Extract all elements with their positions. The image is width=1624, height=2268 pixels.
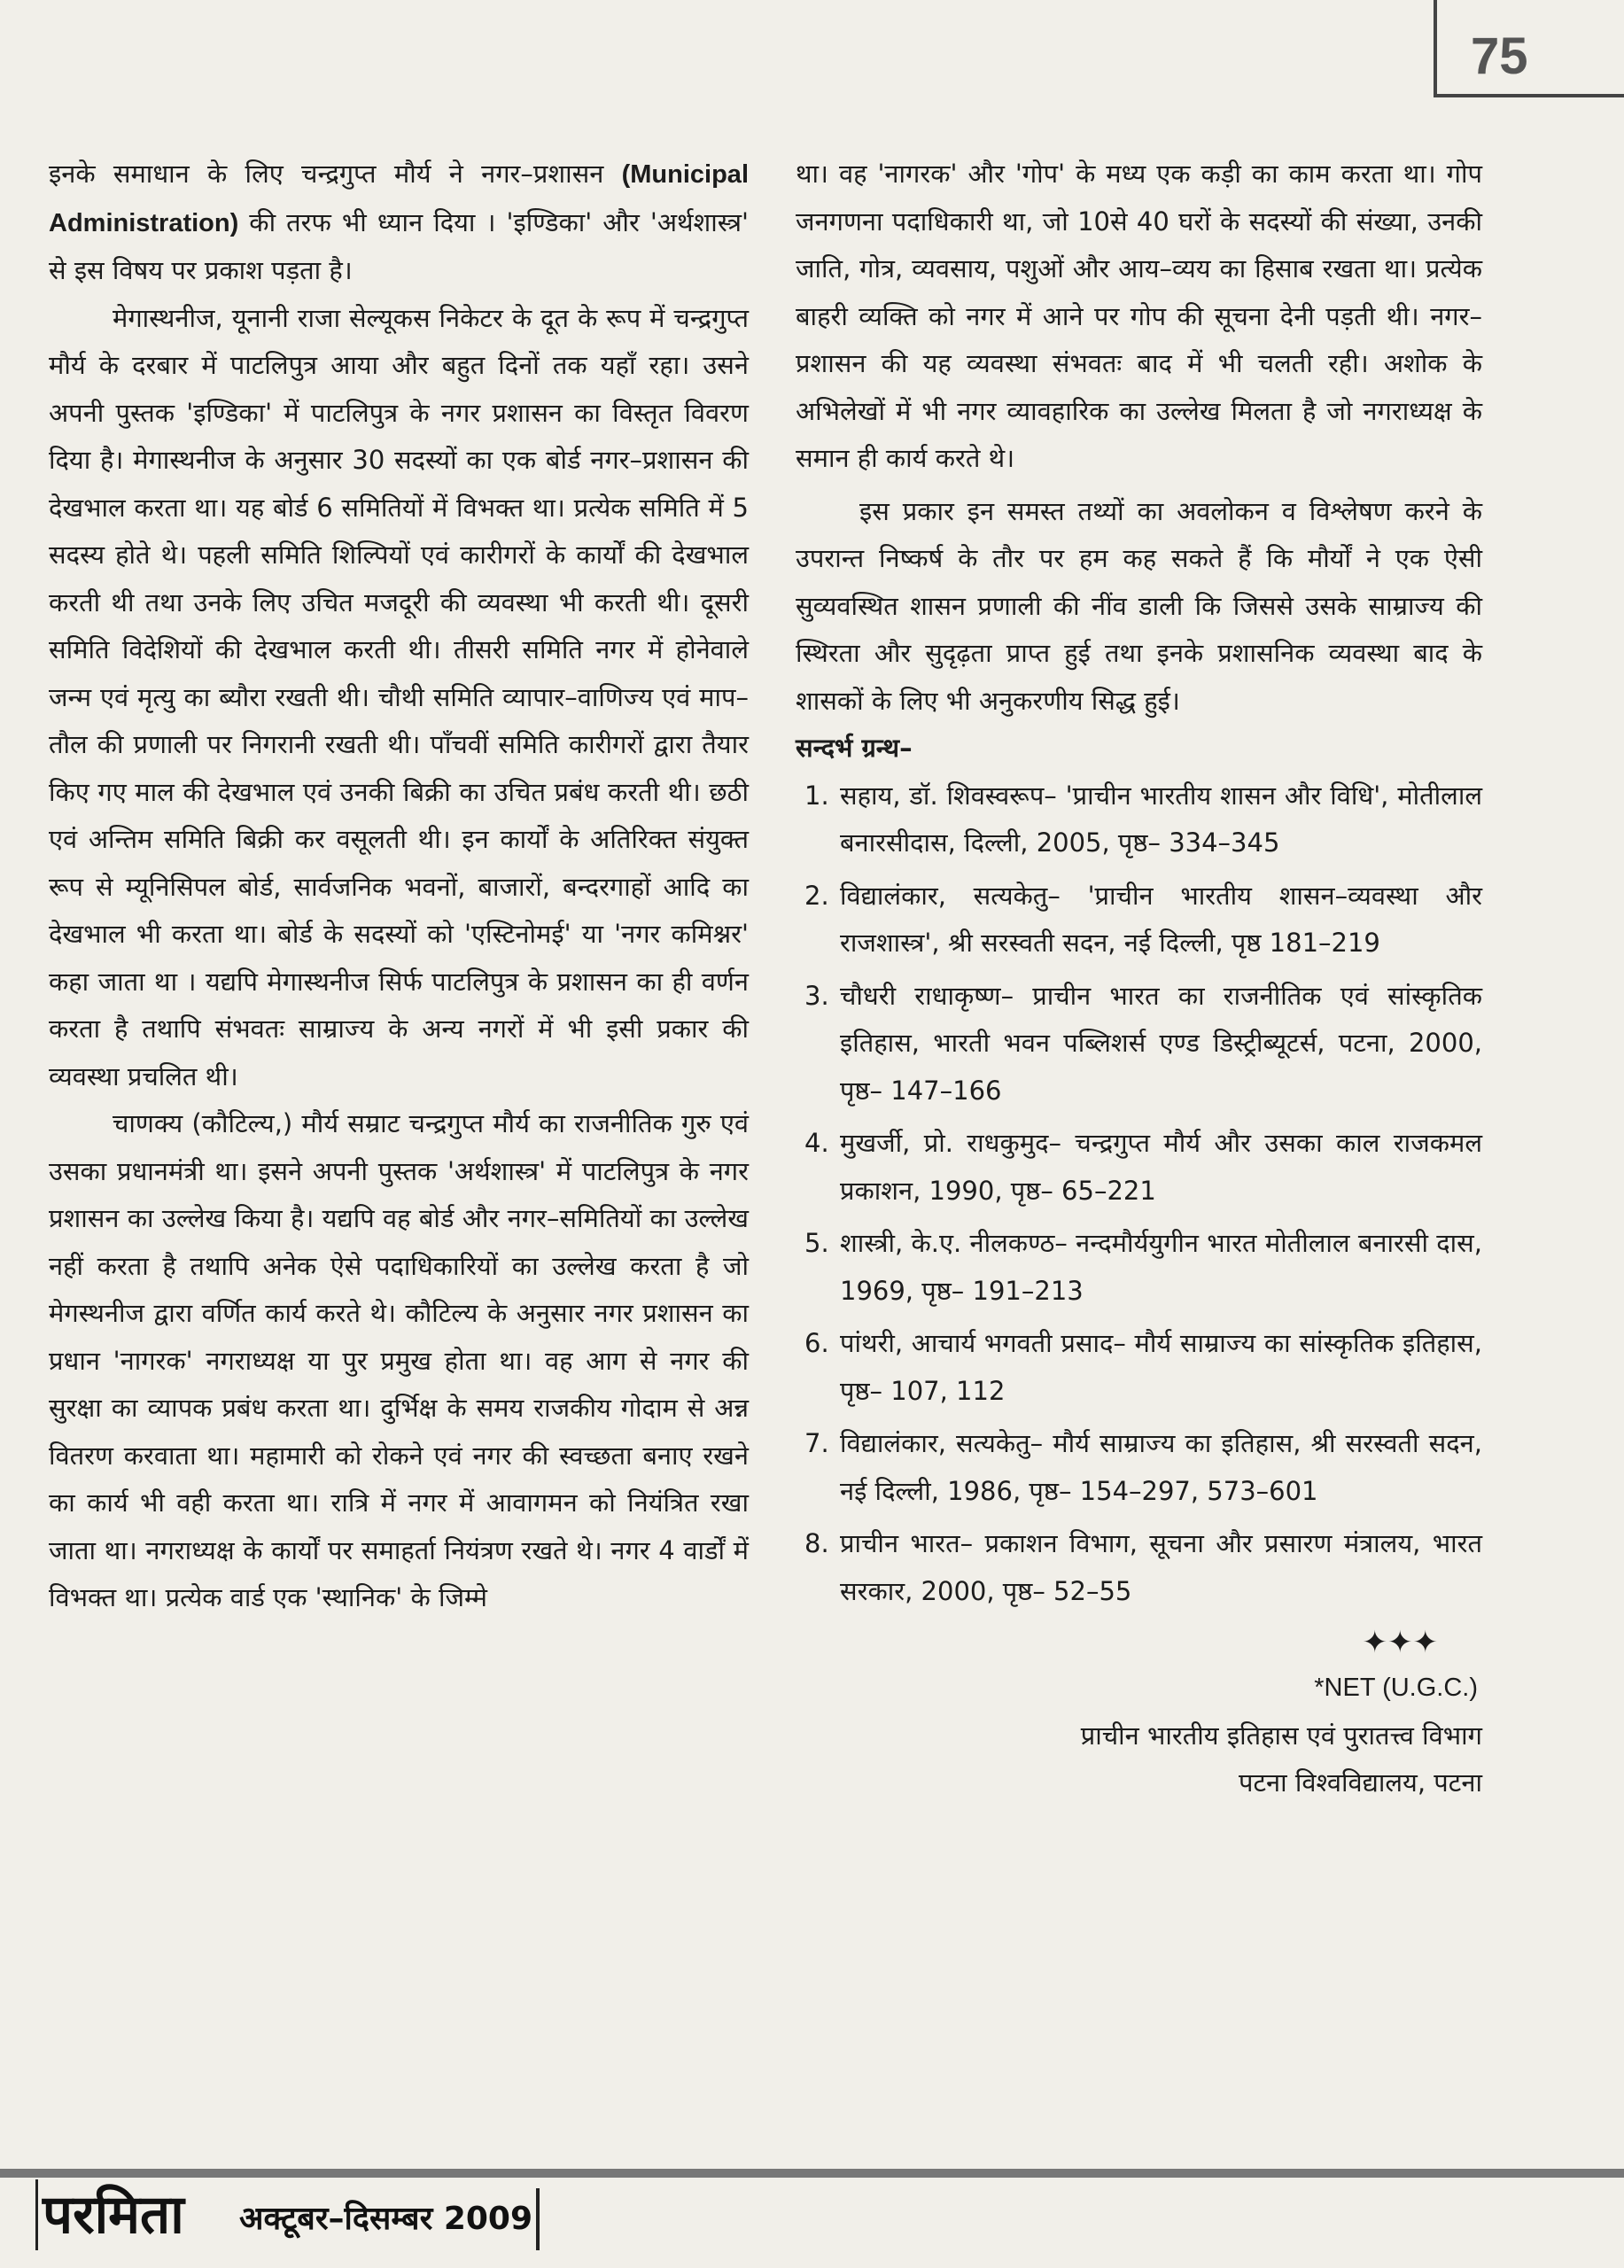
paragraph-chanakya: चाणक्य (कौटिल्य,) मौर्य सम्राट चन्द्रगुप्त मौर्य का राजनीतिक गुरु एवं उसका प्रधानमंत्री था। इसने अपनी पुस्तक 'अर्थशास्त्र' में पाटलिपुत्र के नगर प्रशासन का उल्लेख किया है। यद्यपि वह बोर्ड और नगर–समितियों का उल्लेख नहीं करता है तथापि अनेक ऐसे पदाधिकारियों का उल्लेख करता है जो मेगस्थनीज द्वारा वर्णित कार्य करते थे। कौटिल्य के अनुसार नगर प्रशासन का प्रधान 'नागरक' नगराध्यक्ष या पुर प्रमुख होता था। वह आग से नगर की सुरक्षा का व्यापक प्रबंध करता था। दुर्भिक्ष के समय राजकीय गोदाम से अन्न वितरण करवाता था। महामारी को रोकने एवं नगर की स्वच्छता बनाए रखने का कार्य भी वही करता था। रात्रि में नगर में आवागमन को नियंत्रित रखा जाता था। नगराध्यक्ष के कार्यों पर समाहर्ता नियंत्रण रखते थे। नगर 4 वार्डों में विभक्त था। प्रत्येक वार्ड एक 'स्थानिक' के जिम्मे [49,1108,749,1612]
page-number-underline [1434,94,1624,97]
reference-item [796,973,1482,1115]
reference-item [796,1120,1482,1215]
author-note: *NET (U.G.C.) [1314,1674,1478,1702]
reference-text: विद्यालंकार, सत्यकेतु– 'प्राचीन भारतीय शासन–व्यवस्था और राजशास्त्र', श्री सरस्वती सदन, नई दिल्ली, पृष्ठ 181–219 [840,880,1482,958]
page-number-divider [1434,0,1437,97]
reference-text: विद्यालंकार, सत्यकेतु– मौर्य साम्राज्य का इतिहास, श्री सरस्वती सदन, नई दिल्ली, 1986, पृष्ठ– 154–297, 573–601 [840,1428,1482,1506]
paragraph-megasthenes: मेगास्थनीज, यूनानी राजा सेल्यूकस निकेटर के दूत के रूप में चन्द्रगुप्त मौर्य के दरबार में पाटलिपुत्र आया और बहुत दिनों तक यहाँ रहा। उसने अपनी पुस्तक 'इण्डिका' में पाटलिपुत्र के नगर प्रशासन का विस्तृत विवरण दिया है। मेगास्थनीज के अनुसार 30 सदस्यों का एक बोर्ड नगर–प्रशासन की देखभाल करता था। यह बोर्ड 6 समितियों में विभक्त था। प्रत्येक समिति में 5 सदस्य होते थे। पहली समिति शिल्पियों एवं कारीगरों के कार्यों की देखभाल करती थी तथा उनके लिए उचित मजदूरी की व्यवस्था भी करती थी। दूसरी समिति विदेशियों की देखभाल करती थी। तीसरी समिति नगर में होनेवाले जन्म एवं मृत्यु का ब्यौरा रखती थी। चौथी समिति व्यापार–वाणिज्य एवं माप–तौल की प्रणाली पर निगरानी रखती थी। पाँचवीं समिति कारीगरों द्वारा तैयार किए गए माल की देखभाल एवं उनकी बिक्री का उचित प्रबंध करती थी। छठी एवं अन्तिम समिति बिक्री कर वसूलती थी। इन कार्यों के अतिरिक्त संयुक्त रूप से म्यूनिसिपल बोर्ड, सार्वजनिक भवनों, बाजारों, बन्दरगाहों आदि का देखभाल भी करता था। बोर्ड के सदस्यों को 'एस्टिनोमई' या 'नगर कमिश्नर' कहा जाता था । यद्यपि मेगास्थनीज सिर्फ पाटलिपुत्र के प्रशासन का ही वर्णन करता है तथापि संभवतः साम्राज्य के अन्य नगरों में भी इसी प्रकार की व्यवस्था प्रचलित थी। [49,302,749,1091]
reference-number: 1. [804,780,829,811]
right-column [796,151,1482,1807]
references-list [796,773,1482,1616]
footer-left-rule [35,2179,38,2250]
reference-item [796,773,1482,867]
paragraph-municipal-admin [49,151,749,295]
department-line: प्राचीन भारतीय इतिहास एवं पुरातत्त्व विभाग [1080,1720,1482,1751]
english-term: (Municipal Administration) [49,160,749,237]
reference-text: चौधरी राधाकृष्ण– प्राचीन भारत का राजनीतिक एवं सांस्कृतिक इतिहास, भारती भवन पब्लिशर्स एण्ड डिस्ट्रीब्यूटर्स, पटना, 2000, पृष्ठ– 147–166 [840,980,1482,1106]
reference-text: सहाय, डॉ. शिवस्वरूप– 'प्राचीन भारतीय शासन और विधि', मोतीलाल बनारसीदास, दिल्ली, 2005, पृष्ठ– 334–345 [840,780,1482,858]
reference-number: 4. [804,1128,829,1158]
references-heading: सन्दर्भ ग्रन्थ– [796,733,913,763]
paragraph-gop: था। वह 'नागरक' और 'गोप' के मध्य एक कड़ी का काम करता था। गोप जनगणना पदाधिकारी था, जो 10से 40 घरों के सदस्यों की संख्या, उनकी जाति, गोत्र, व्यवसाय, पशुओं और आय–व्यय का हिसाब रखता था। प्रत्येक बाहरी व्यक्ति को नगर में आने पर गोप की सूचना देनी पड़ती थी। नगर–प्रशासन की यह व्यवस्था संभवतः बाद में भी चलती रही। अशोक के अभिलेखों में भी नगर व्यावहारिक का उल्लेख मिलता है जो नगराध्यक्ष के समान ही कार्य करते थे। [796,159,1482,473]
reference-item [796,1520,1482,1615]
university-line: पटना विश्वविद्यालय, पटना [1238,1767,1482,1798]
reference-item [796,1220,1482,1315]
paragraph-conclusion: इस प्रकार इन समस्त तथ्यों का अवलोकन व विश्लेषण करने के उपरान्त निष्कर्ष के तौर पर हम कह सकते हैं कि मौर्यों ने एक ऐसी सुव्यवस्थित शासन प्रणाली की नींव डाली कि जिससे उसके साम्राज्य की स्थिरता और सुदृढ़ता प्राप्त हुई तथा इनके प्रशासनिक व्यवस्था बाद के शासकों के लिए भी अनुकरणीय सिद्ध हुई। [796,495,1482,716]
reference-number: 2. [804,880,829,911]
footer-bar [0,2169,1624,2178]
issue-date: अक्टूबर–दिसम्बर 2009 [239,2201,533,2237]
reference-number: 6. [804,1328,829,1358]
reference-item [796,1320,1482,1415]
reference-number: 8. [804,1528,829,1558]
reference-text: मुखर्जी, प्रो. राधकुमुद– चन्द्रगुप्त मौर्य और उसका काल राजकमल प्रकाशन, 1990, पृष्ठ– 65–221 [840,1128,1482,1206]
reference-text: प्राचीन भारत– प्रकाशन विभाग, सूचना और प्रसारण मंत्रालय, भारत सरकार, 2000, पृष्ठ– 52–55 [840,1528,1482,1606]
page-number: 75 [1471,27,1528,85]
reference-item [796,1420,1482,1515]
reference-number: 5. [804,1228,829,1258]
left-column [49,151,749,1622]
reference-text: पांथरी, आचार्य भगवती प्रसाद– मौर्य साम्राज्य का सांस्कृतिक इतिहास, पृष्ठ– 107, 112 [840,1328,1482,1406]
reference-number: 3. [804,980,829,1011]
reference-number: 7. [804,1428,829,1458]
magazine-logo: परमिता [43,2184,184,2246]
reference-item [796,873,1482,967]
paragraph-text: इनके समाधान के लिए चन्द्रगुप्त मौर्य ने नगर–प्रशासन [49,159,622,189]
end-ornament: ✦✦✦ [1362,1625,1438,1660]
footer-divider [536,2188,540,2250]
paragraph-text: की तरफ भी ध्यान दिया । 'इण्डिका' और 'अर्थशास्त्र' से इस विषय पर प्रकाश पड़ता है। [49,206,749,285]
reference-text: शास्त्री, के.ए. नीलकण्ठ– नन्दमौर्ययुगीन भारत मोतीलाल बनारसी दास, 1969, पृष्ठ– 191–213 [840,1228,1482,1306]
